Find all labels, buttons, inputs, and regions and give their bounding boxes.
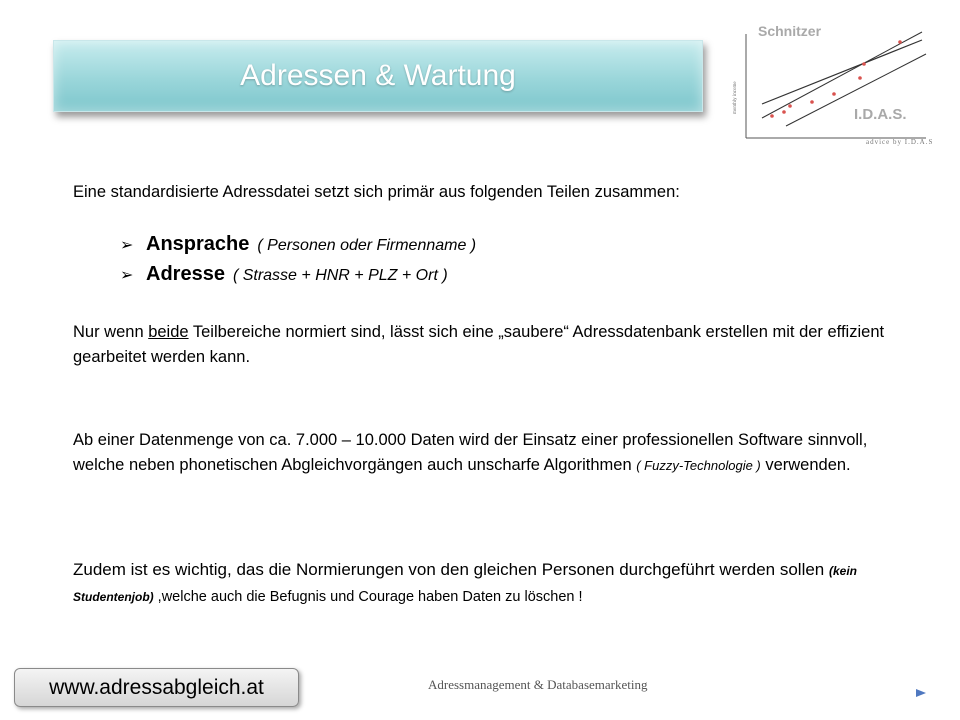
footer-caption: Adressmanagement & Databasemarketing [428, 677, 648, 692]
software-paragraph [73, 428, 913, 478]
logo-brand-top: Schnitzer [758, 23, 822, 39]
bullet-item [120, 233, 476, 263]
para3-fuzzy-note: ( Fuzzy-Technologie ) [636, 458, 761, 473]
logo-tagline: advice by I.D.A.S [866, 138, 934, 146]
arrow-bullet-icon: ➢ [120, 267, 134, 284]
para2-text-before: Nur wenn [73, 323, 149, 341]
para3-main-text: Ab einer Datenmenge von ca. 7.000 – 10.000 Daten wird der Einsatz einer professionellen Software sinnvoll, welche neben phonetischen Abgleichvorgängen auch unscharfe Algorithmen [73, 431, 868, 474]
logo-brand-bottom: I.D.A.S. [854, 106, 907, 123]
responsibility-paragraph [73, 557, 913, 610]
website-button[interactable] [14, 668, 299, 707]
para2-text-after: Teilbereiche normiert sind, lässt sich eine „saubere“ Adressdatenbank erstellen mit der effizient gearbeitet werden kann. [73, 323, 885, 366]
slide-title: Adressen & Wartung [240, 59, 516, 92]
para4-end-text: ,welche auch die Befugnis und Courage haben Daten zu löschen ! [153, 589, 583, 605]
normalization-paragraph [73, 320, 913, 370]
logo-chart-graphic [726, 14, 932, 154]
para3-end-text: verwenden. [760, 456, 851, 474]
para4-note: (kein Studentenjob) [73, 564, 858, 604]
bullet-item [120, 263, 476, 293]
slide-title-box [53, 40, 703, 112]
para2-underlined-word: beide [148, 323, 189, 341]
svg-text:monthly income: monthly income [733, 81, 738, 114]
bullet-detail: ( Personen oder Firmenname ) [257, 237, 477, 254]
bullet-label: Ansprache [146, 233, 250, 255]
intro-paragraph: Eine standardisierte Adressdatei setzt sich primär aus folgenden Teilen zusammen: [73, 183, 680, 201]
para4-main-text: Zudem ist es wichtig, das die Normierungen von den gleichen Personen durchgeführt werden sollen [73, 560, 829, 579]
bullet-list [120, 233, 476, 293]
website-link[interactable]: www.adressabgleich.at [49, 675, 264, 699]
bullet-label: Adresse [146, 263, 225, 285]
bullet-detail: ( Strasse + HNR + PLZ + Ort ) [232, 267, 448, 284]
arrow-bullet-icon: ➢ [120, 237, 134, 254]
